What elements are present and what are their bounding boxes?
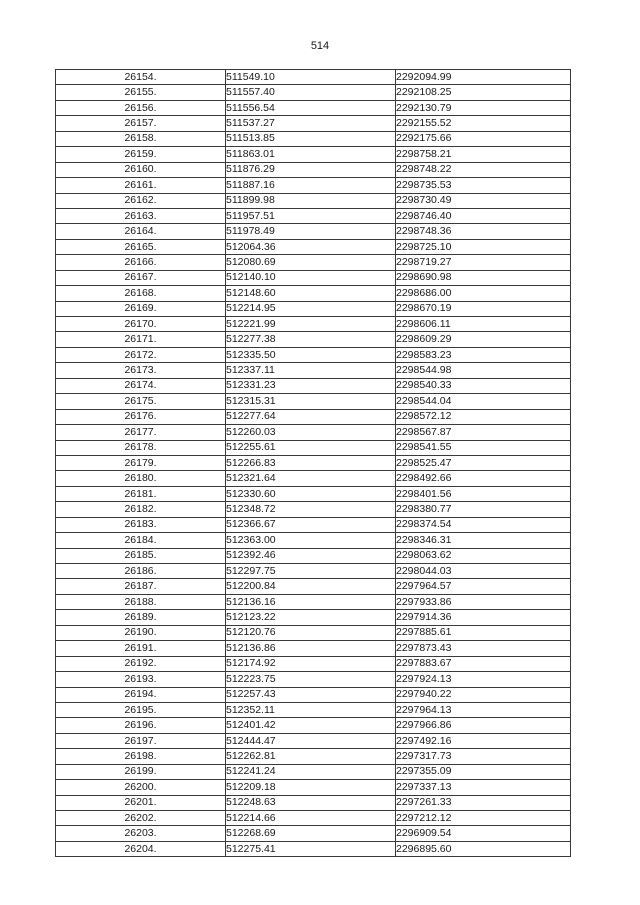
- point-number-cell: 26175.: [56, 394, 226, 409]
- y-coordinate-cell: 2298541.55: [396, 440, 571, 455]
- y-coordinate-cell: 2297940.22: [396, 687, 571, 702]
- y-coordinate-cell: 2292094.99: [396, 70, 571, 85]
- x-coordinate-cell: 512277.64: [226, 409, 396, 424]
- y-coordinate-cell: 2298374.54: [396, 517, 571, 532]
- x-coordinate-cell: 512136.16: [226, 594, 396, 609]
- x-coordinate-cell: 512136.86: [226, 641, 396, 656]
- table-row: [56, 301, 571, 316]
- table-row: [56, 811, 571, 826]
- point-number-cell: 26202.: [56, 811, 226, 826]
- x-coordinate-cell: 512297.75: [226, 564, 396, 579]
- table-row: [56, 687, 571, 702]
- table-row: [56, 610, 571, 625]
- table-row: [56, 85, 571, 100]
- x-coordinate-cell: 512363.00: [226, 533, 396, 548]
- table-row: [56, 100, 571, 115]
- x-coordinate-cell: 511887.16: [226, 178, 396, 193]
- point-number-cell: 26182.: [56, 502, 226, 517]
- point-number-cell: 26160.: [56, 162, 226, 177]
- x-coordinate-cell: 512248.63: [226, 795, 396, 810]
- y-coordinate-cell: 2298540.33: [396, 378, 571, 393]
- point-number-cell: 26189.: [56, 610, 226, 625]
- y-coordinate-cell: 2298346.31: [396, 533, 571, 548]
- y-coordinate-cell: 2298748.22: [396, 162, 571, 177]
- table-row: [56, 394, 571, 409]
- point-number-cell: 26154.: [56, 70, 226, 85]
- point-number-cell: 26193.: [56, 672, 226, 687]
- point-number-cell: 26170.: [56, 317, 226, 332]
- x-coordinate-cell: 511978.49: [226, 224, 396, 239]
- point-number-cell: 26180.: [56, 471, 226, 486]
- point-number-cell: 26167.: [56, 270, 226, 285]
- x-coordinate-cell: 512268.69: [226, 826, 396, 841]
- point-number-cell: 26157.: [56, 116, 226, 131]
- x-coordinate-cell: 512209.18: [226, 780, 396, 795]
- x-coordinate-cell: 512257.43: [226, 687, 396, 702]
- x-coordinate-cell: 512123.22: [226, 610, 396, 625]
- table-row: [56, 270, 571, 285]
- y-coordinate-cell: 2297317.73: [396, 749, 571, 764]
- y-coordinate-cell: 2292175.66: [396, 131, 571, 146]
- table-row: [56, 702, 571, 717]
- y-coordinate-cell: 2298583.23: [396, 347, 571, 362]
- x-coordinate-cell: 512337.11: [226, 363, 396, 378]
- y-coordinate-cell: 2298758.21: [396, 147, 571, 162]
- y-coordinate-cell: 2297914.36: [396, 610, 571, 625]
- point-number-cell: 26171.: [56, 332, 226, 347]
- y-coordinate-cell: 2298735.53: [396, 178, 571, 193]
- point-number-cell: 26184.: [56, 533, 226, 548]
- x-coordinate-cell: 512330.60: [226, 486, 396, 501]
- y-coordinate-cell: 2297933.86: [396, 594, 571, 609]
- table-row: [56, 332, 571, 347]
- table-row: [56, 208, 571, 223]
- point-number-cell: 26196.: [56, 718, 226, 733]
- point-number-cell: 26158.: [56, 131, 226, 146]
- y-coordinate-cell: 2298609.29: [396, 332, 571, 347]
- table-row: [56, 317, 571, 332]
- table-row: [56, 826, 571, 841]
- y-coordinate-cell: 2297924.13: [396, 672, 571, 687]
- y-coordinate-cell: 2298690.98: [396, 270, 571, 285]
- x-coordinate-cell: 511863.01: [226, 147, 396, 162]
- y-coordinate-cell: 2297964.57: [396, 579, 571, 594]
- x-coordinate-cell: 511557.40: [226, 85, 396, 100]
- table-row: [56, 70, 571, 85]
- point-number-cell: 26191.: [56, 641, 226, 656]
- y-coordinate-cell: 2298525.47: [396, 455, 571, 470]
- x-coordinate-cell: 512352.11: [226, 702, 396, 717]
- table-row: [56, 502, 571, 517]
- point-number-cell: 26161.: [56, 178, 226, 193]
- point-number-cell: 26204.: [56, 841, 226, 856]
- point-number-cell: 26159.: [56, 147, 226, 162]
- x-coordinate-cell: 512321.64: [226, 471, 396, 486]
- point-number-cell: 26156.: [56, 100, 226, 115]
- point-number-cell: 26177.: [56, 425, 226, 440]
- point-number-cell: 26187.: [56, 579, 226, 594]
- x-coordinate-cell: 512221.99: [226, 317, 396, 332]
- y-coordinate-cell: 2297883.67: [396, 656, 571, 671]
- y-coordinate-cell: 2298572.12: [396, 409, 571, 424]
- point-number-cell: 26168.: [56, 286, 226, 301]
- point-number-cell: 26188.: [56, 594, 226, 609]
- y-coordinate-cell: 2298746.40: [396, 208, 571, 223]
- y-coordinate-cell: 2292108.25: [396, 85, 571, 100]
- x-coordinate-cell: 511537.27: [226, 116, 396, 131]
- x-coordinate-cell: 512120.76: [226, 625, 396, 640]
- x-coordinate-cell: 512255.61: [226, 440, 396, 455]
- x-coordinate-cell: 512275.41: [226, 841, 396, 856]
- y-coordinate-cell: 2298567.87: [396, 425, 571, 440]
- y-coordinate-cell: 2292130.79: [396, 100, 571, 115]
- point-number-cell: 26178.: [56, 440, 226, 455]
- point-number-cell: 26185.: [56, 548, 226, 563]
- x-coordinate-cell: 512331.23: [226, 378, 396, 393]
- x-coordinate-cell: 512174.92: [226, 656, 396, 671]
- table-row: [56, 363, 571, 378]
- point-number-cell: 26200.: [56, 780, 226, 795]
- y-coordinate-cell: 2298686.00: [396, 286, 571, 301]
- y-coordinate-cell: 2298401.56: [396, 486, 571, 501]
- point-number-cell: 26195.: [56, 702, 226, 717]
- table-row: [56, 625, 571, 640]
- table-row: [56, 564, 571, 579]
- y-coordinate-cell: 2297964.13: [396, 702, 571, 717]
- x-coordinate-cell: 511899.98: [226, 193, 396, 208]
- x-coordinate-cell: 512080.69: [226, 255, 396, 270]
- point-number-cell: 26197.: [56, 733, 226, 748]
- x-coordinate-cell: 511876.29: [226, 162, 396, 177]
- table-row: [56, 224, 571, 239]
- y-coordinate-cell: 2297966.86: [396, 718, 571, 733]
- point-number-cell: 26201.: [56, 795, 226, 810]
- table-row: [56, 471, 571, 486]
- y-coordinate-cell: 2298544.04: [396, 394, 571, 409]
- point-number-cell: 26179.: [56, 455, 226, 470]
- x-coordinate-cell: 512401.42: [226, 718, 396, 733]
- x-coordinate-cell: 512064.36: [226, 239, 396, 254]
- y-coordinate-cell: 2298748.36: [396, 224, 571, 239]
- x-coordinate-cell: 512335.50: [226, 347, 396, 362]
- point-number-cell: 26173.: [56, 363, 226, 378]
- y-coordinate-cell: 2298044.03: [396, 564, 571, 579]
- x-coordinate-cell: 511513.85: [226, 131, 396, 146]
- table-row: [56, 455, 571, 470]
- x-coordinate-cell: 511556.54: [226, 100, 396, 115]
- table-row: [56, 162, 571, 177]
- x-coordinate-cell: 512214.95: [226, 301, 396, 316]
- point-number-cell: 26155.: [56, 85, 226, 100]
- table-row: [56, 533, 571, 548]
- y-coordinate-cell: 2298670.19: [396, 301, 571, 316]
- point-number-cell: 26163.: [56, 208, 226, 223]
- table-row: [56, 440, 571, 455]
- table-row: [56, 409, 571, 424]
- x-coordinate-cell: 512223.75: [226, 672, 396, 687]
- table-row: [56, 193, 571, 208]
- y-coordinate-cell: 2298719.27: [396, 255, 571, 270]
- table-row: [56, 517, 571, 532]
- point-number-cell: 26172.: [56, 347, 226, 362]
- table-row: [56, 147, 571, 162]
- table-row: [56, 594, 571, 609]
- point-number-cell: 26162.: [56, 193, 226, 208]
- x-coordinate-cell: 512348.72: [226, 502, 396, 517]
- x-coordinate-cell: 512366.67: [226, 517, 396, 532]
- y-coordinate-cell: 2298063.62: [396, 548, 571, 563]
- y-coordinate-cell: 2292155.52: [396, 116, 571, 131]
- point-number-cell: 26192.: [56, 656, 226, 671]
- point-number-cell: 26203.: [56, 826, 226, 841]
- point-number-cell: 26176.: [56, 409, 226, 424]
- y-coordinate-cell: 2297492.16: [396, 733, 571, 748]
- y-coordinate-cell: 2298606.11: [396, 317, 571, 332]
- x-coordinate-cell: 512266.83: [226, 455, 396, 470]
- table-row: [56, 425, 571, 440]
- point-number-cell: 26165.: [56, 239, 226, 254]
- coordinates-table: [55, 69, 571, 857]
- x-coordinate-cell: 512140.10: [226, 270, 396, 285]
- y-coordinate-cell: 2298380.77: [396, 502, 571, 517]
- x-coordinate-cell: 512214.66: [226, 811, 396, 826]
- x-coordinate-cell: 512392.46: [226, 548, 396, 563]
- point-number-cell: 26186.: [56, 564, 226, 579]
- y-coordinate-cell: 2298544.98: [396, 363, 571, 378]
- table-row: [56, 286, 571, 301]
- y-coordinate-cell: 2297355.09: [396, 764, 571, 779]
- y-coordinate-cell: 2296895.60: [396, 841, 571, 856]
- x-coordinate-cell: 512277.38: [226, 332, 396, 347]
- x-coordinate-cell: 512260.03: [226, 425, 396, 440]
- y-coordinate-cell: 2297261.33: [396, 795, 571, 810]
- page-number: 514: [310, 40, 330, 52]
- table-row: [56, 749, 571, 764]
- y-coordinate-cell: 2297212.12: [396, 811, 571, 826]
- point-number-cell: 26164.: [56, 224, 226, 239]
- point-number-cell: 26183.: [56, 517, 226, 532]
- table-row: [56, 131, 571, 146]
- table-row: [56, 347, 571, 362]
- table-row: [56, 548, 571, 563]
- point-number-cell: 26190.: [56, 625, 226, 640]
- table-row: [56, 733, 571, 748]
- table-row: [56, 239, 571, 254]
- y-coordinate-cell: 2297873.43: [396, 641, 571, 656]
- table-row: [56, 579, 571, 594]
- y-coordinate-cell: 2298730.49: [396, 193, 571, 208]
- point-number-cell: 26181.: [56, 486, 226, 501]
- y-coordinate-cell: 2298725.10: [396, 239, 571, 254]
- table-row: [56, 764, 571, 779]
- table-row: [56, 178, 571, 193]
- x-coordinate-cell: 512200.84: [226, 579, 396, 594]
- table-row: [56, 378, 571, 393]
- x-coordinate-cell: 512241.24: [226, 764, 396, 779]
- table-row: [56, 486, 571, 501]
- x-coordinate-cell: 512444.47: [226, 733, 396, 748]
- table-row: [56, 641, 571, 656]
- y-coordinate-cell: 2297337.13: [396, 780, 571, 795]
- point-number-cell: 26166.: [56, 255, 226, 270]
- table-row: [56, 116, 571, 131]
- x-coordinate-cell: 512148.60: [226, 286, 396, 301]
- table-row: [56, 718, 571, 733]
- coordinates-table-body: [56, 70, 571, 857]
- x-coordinate-cell: 512315.31: [226, 394, 396, 409]
- point-number-cell: 26198.: [56, 749, 226, 764]
- table-row: [56, 780, 571, 795]
- point-number-cell: 26169.: [56, 301, 226, 316]
- y-coordinate-cell: 2297885.61: [396, 625, 571, 640]
- point-number-cell: 26199.: [56, 764, 226, 779]
- table-row: [56, 255, 571, 270]
- table-row: [56, 656, 571, 671]
- table-row: [56, 672, 571, 687]
- point-number-cell: 26174.: [56, 378, 226, 393]
- table-row: [56, 795, 571, 810]
- x-coordinate-cell: 511957.51: [226, 208, 396, 223]
- point-number-cell: 26194.: [56, 687, 226, 702]
- x-coordinate-cell: 512262.81: [226, 749, 396, 764]
- x-coordinate-cell: 511549.10: [226, 70, 396, 85]
- y-coordinate-cell: 2298492.66: [396, 471, 571, 486]
- table-row: [56, 841, 571, 856]
- y-coordinate-cell: 2296909.54: [396, 826, 571, 841]
